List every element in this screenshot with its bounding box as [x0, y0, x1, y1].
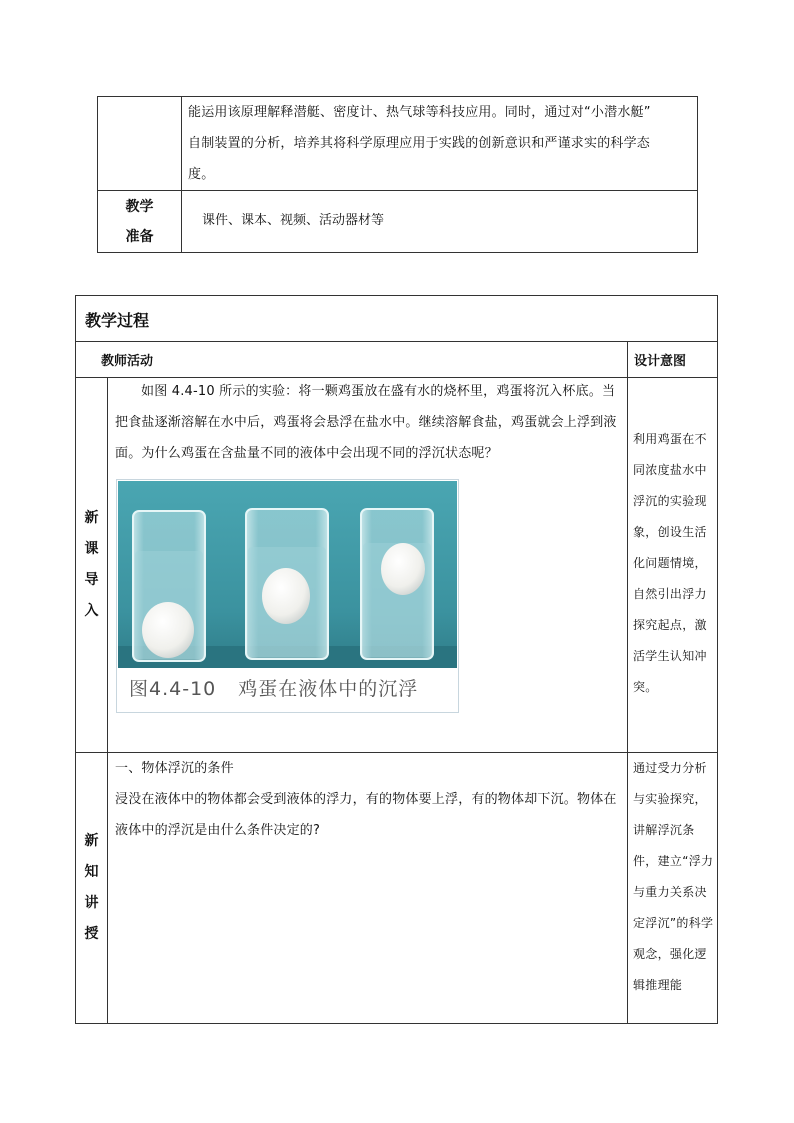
figure-number: 图4.4-10: [129, 678, 217, 700]
label-char: 课: [84, 541, 99, 557]
egg-suspended: [262, 568, 310, 624]
new-knowledge-design-intent: 通过受力分析与实验探究，讲解浮沉条件，建立“浮力与重力关系决定浮沉”的科学观念，强化逻辑推理能: [633, 761, 714, 992]
column-divider: [107, 377, 108, 1023]
intro-text: 如图 4.4-10 所示的实验：将一颗鸡蛋放在盛有水的烧杯里，鸡蛋将沉入杯底。当把食盐逐渐溶解在水中后，鸡蛋将会悬浮在盐水中。继续溶解食盐，鸡蛋就会上浮到液面。为什么鸡蛋在含盐量不同的液体中会出现不同的浮沉状态呢？: [115, 384, 617, 461]
table-title: 教学过程: [85, 311, 150, 330]
label-char: 授: [84, 926, 99, 942]
teaching-process-table: [75, 295, 718, 1024]
objectives-line: 度。: [188, 167, 215, 182]
egg-floating: [381, 543, 425, 595]
label-char: 讲: [84, 895, 99, 911]
beaker-1: [133, 511, 205, 661]
objectives-line: 自制装置的分析，培养其将科学原理应用于实践的创新意识和严谨求实的科学态: [188, 136, 651, 151]
egg-experiment-figure: [116, 479, 459, 713]
prep-label-line: 教学: [125, 199, 154, 215]
label-char: 新: [84, 833, 99, 849]
objectives-table: [97, 96, 698, 253]
section-body: 浸没在液体中的物体都会受到液体的浮力，有的物体要上浮，有的物体却下沉。物体在液体中的浮沉是由什么条件决定的?: [115, 792, 617, 838]
new-knowledge-section-label: [76, 826, 107, 950]
beaker-2: [246, 509, 328, 659]
label-char: 入: [84, 603, 99, 619]
beaker-3: [361, 509, 433, 659]
label-char: 新: [84, 510, 99, 526]
column-divider: [627, 341, 628, 1023]
prep-label-line: 准备: [125, 229, 154, 245]
label-char: 导: [84, 572, 99, 588]
intro-design-intent: 利用鸡蛋在不同浓度盐水中浮沉的实验现象，创设生活化问题情境，自然引出浮力探究起点，激活学生认知冲突。: [633, 432, 707, 694]
figure-caption-text: 鸡蛋在液体中的沉浮: [238, 678, 419, 700]
design-intent-header: 设计意图: [634, 354, 687, 369]
section-heading: 一、物体浮沉的条件: [115, 761, 234, 776]
row-divider: [76, 341, 717, 342]
column-divider: [181, 97, 182, 252]
intro-section-label: [76, 503, 107, 627]
figure-caption: [129, 674, 418, 701]
objectives-line: 能运用该原理解释潜艇、密度计、热气球等科技应用。同时，通过对“小潜水艇”: [188, 105, 651, 120]
row-divider: [98, 190, 697, 191]
egg-sunk: [142, 602, 194, 658]
objectives-text: [188, 97, 693, 190]
prep-label: [98, 191, 181, 253]
teacher-activity-header: 教师活动: [101, 354, 154, 369]
label-char: 知: [84, 864, 99, 880]
new-knowledge-text: [115, 753, 623, 846]
egg-beakers-photo: [118, 481, 457, 668]
prep-value: 课件、课本、视频、活动器材等: [202, 213, 385, 228]
